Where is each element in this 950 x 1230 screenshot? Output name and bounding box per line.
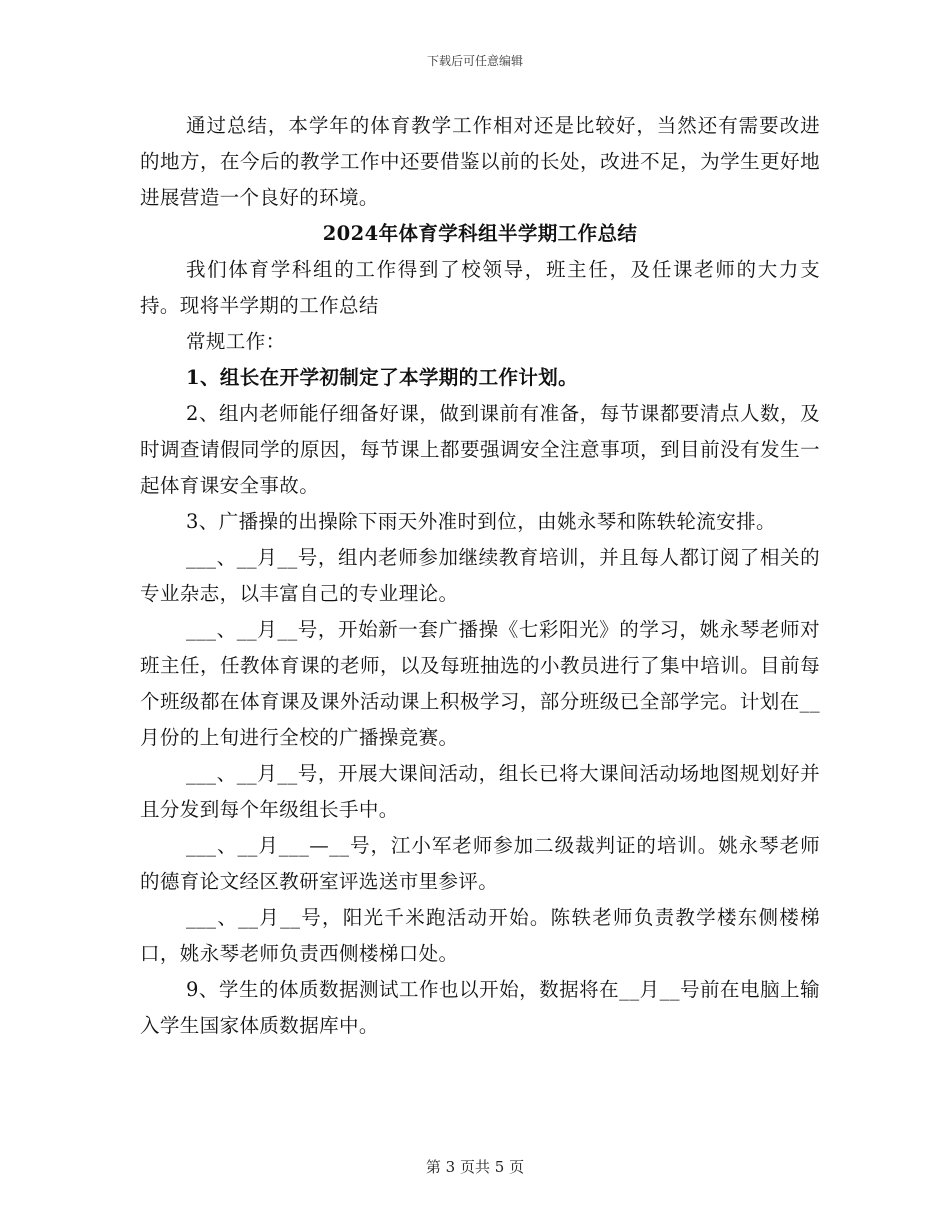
page-footer: 第 3 页共 5 页 <box>425 1158 525 1176</box>
paragraph-item-1: 1、组长在开学初制定了本学期的工作计划。 <box>186 366 579 389</box>
paragraph-item-6: ___、__月__号，开展大课间活动，组长已将大课间活动场地图规划好并且分发到每个年级组长手中。 <box>140 762 820 821</box>
paragraph-item-3: 3、广播操的出操除下雨天外准时到位，由姚永琴和陈轶轮流安排。 <box>186 510 776 533</box>
paragraph-item-7: ___、__月___—__号，江小军老师参加二级裁判证的培训。姚永琴老师的德育论文经区教研室评选送市里参评。 <box>140 834 820 893</box>
page-header: 下载后可任意编辑 <box>426 54 523 68</box>
paragraph-item-8: ___、__月__号，阳光千米跑活动开始。陈轶老师负责教学楼东侧楼梯口，姚永琴老师负责西侧楼梯口处。 <box>140 906 820 965</box>
document-body <box>140 108 820 1044</box>
document-title: 2024年体育学科组半学期工作总结 <box>322 222 638 245</box>
intro-paragraph: 通过总结，本学年的体育教学工作相对还是比较好，当然还有需要改进的地方，在今后的教学工作中还要借鉴以前的长处，改进不足，为学生更好地进展营造一个良好的环境。 <box>140 114 820 209</box>
paragraph-item-4: ___、__月__号，组内老师参加继续教育培训，并且每人都订阅了相关的专业杂志，以丰富自己的专业理论。 <box>140 546 820 605</box>
paragraph-opening: 我们体育学科组的工作得到了校领导，班主任，及任课老师的大力支持。现将半学期的工作总结 <box>140 258 820 317</box>
paragraph-item-9: 9、学生的体质数据测试工作也以开始，数据将在__月__号前在电脑上输入学生国家体质数据库中。 <box>140 978 820 1037</box>
paragraph-item-5: ___、__月__号，开始新一套广播操《七彩阳光》的学习，姚永琴老师对班主任，任教体育课的老师，以及每班抽选的小教员进行了集中培训。目前每个班级都在体育课及课外活动课上积极学习，部分班级已全部学完。计划在__月份的上旬进行全校的广播操竞赛。 <box>140 618 820 749</box>
paragraph-item-2: 2、组内老师能仔细备好课，做到课前有准备，每节课都要清点人数，及时调查请假同学的原因，每节课上都要强调安全注意事项，到目前没有发生一起体育课安全事故。 <box>140 402 820 497</box>
paragraph-routine-heading: 常规工作： <box>186 330 286 353</box>
